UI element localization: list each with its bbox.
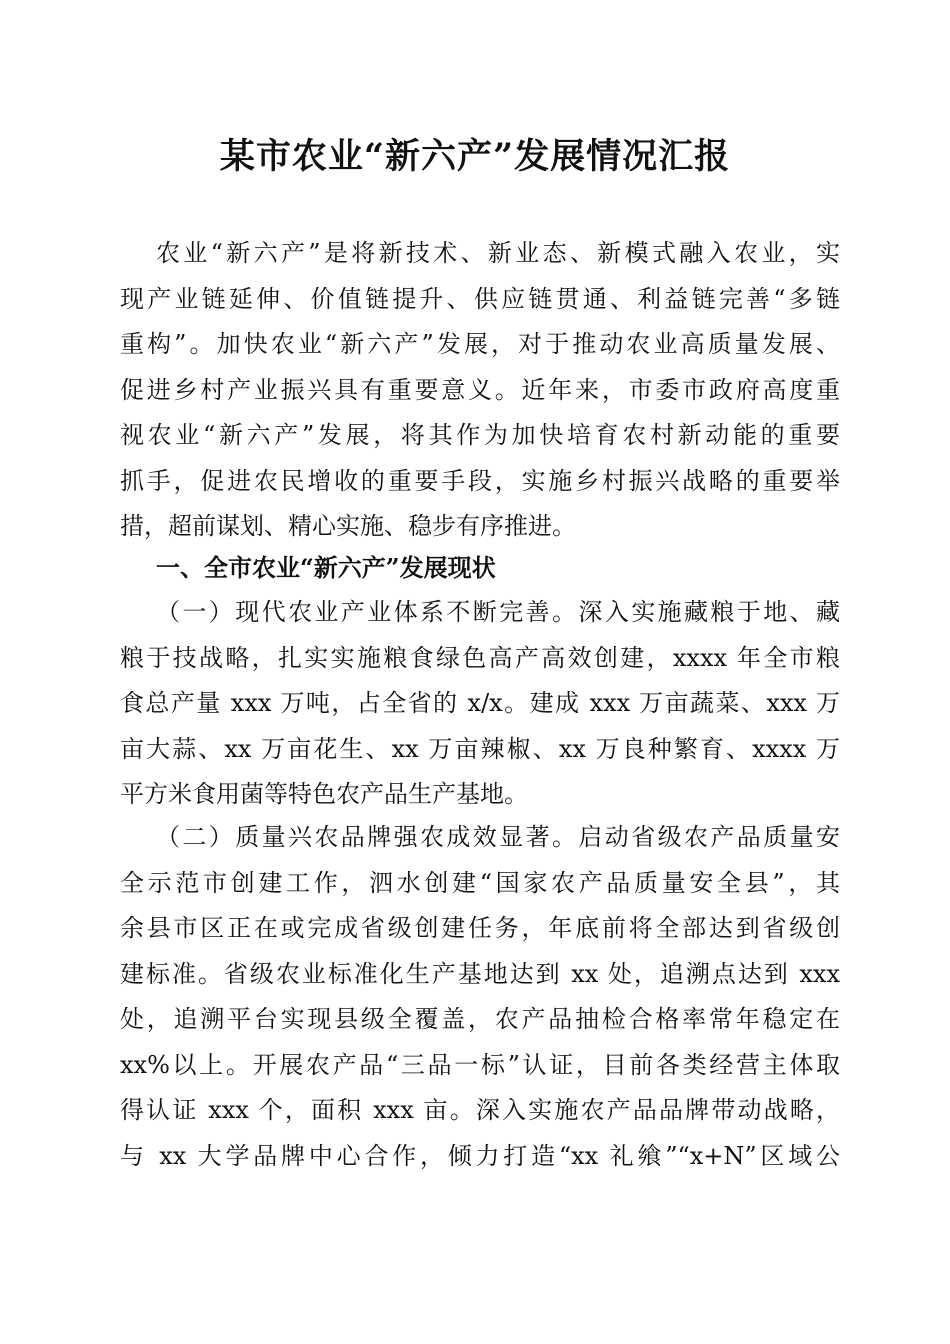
- subsection-paragraph-2: [120, 815, 840, 1179]
- paragraph-line: 食总产量 xxx 万吨，占全省的 x/x。建成 xxx 万亩蔬菜、xxx 万: [120, 689, 840, 717]
- paragraph-line: 全示范市创建工作，泗水创建“国家农产品质量安全县”，其: [120, 868, 840, 897]
- paragraph-line: 平方米食用菌等特色农产品生产基地。: [120, 780, 528, 808]
- paragraph-line: （二）质量兴农品牌强农成效显著。启动省级农产品质量安: [156, 823, 840, 851]
- intro-paragraph: [120, 231, 840, 550]
- paragraph-line: 亩大蒜、xx 万亩花生、xx 万亩辣椒、xx 万良种繁育、xxxx 万: [120, 734, 840, 763]
- section-heading: [120, 545, 840, 591]
- paragraph-line: （一）现代农业产业体系不断完善。深入实施藏粮于地、藏: [156, 598, 840, 626]
- paragraph-line: 与 xx 大学品牌中心合作，倾力打造“xx 礼飨”“x+N”区域公: [120, 1141, 840, 1170]
- paragraph-line: xx%以上。开展农产品“三品一标”认证，目前各类经营主体取: [120, 1050, 840, 1079]
- paragraph-line: 措，超前谋划、精心实施、稳步有序推进。: [120, 512, 576, 540]
- paragraph-line: 得认证 xxx 个，面积 xxx 亩。深入实施农产品品牌带动战略，: [120, 1096, 840, 1124]
- paragraph-line: 视农业“新六产”发展，将其作为加快培育农村新动能的重要: [120, 421, 840, 449]
- paragraph-line: 农业“新六产”是将新技术、新业态、新模式融入农业，实: [156, 239, 840, 267]
- paragraph-line: 重构”。加快农业“新六产”发展，对于推动农业高质量发展、: [120, 330, 840, 358]
- paragraph-line: 现产业链延伸、价值链提升、供应链贯通、利益链完善“多链: [120, 284, 840, 313]
- paragraph-line: 促进乡村产业振兴具有重要意义。近年来，市委市政府高度重: [120, 375, 840, 404]
- paragraph-line: 余县市区正在或完成省级创建任务，年底前将全部达到省级创: [120, 914, 840, 942]
- paragraph-line: 处，追溯平台实现县级全覆盖，农产品抽检合格率常年稳定在: [120, 1005, 840, 1033]
- subsection-paragraph-1: [120, 590, 840, 818]
- section-heading-text: 一、全市农业“新六产”发展现状: [156, 553, 496, 582]
- document-title: 某市农业“新六产”发展情况汇报: [219, 136, 731, 177]
- paragraph-line: 抓手，促进农民增收的重要手段，实施乡村振兴战略的重要举: [120, 466, 840, 495]
- paragraph-line: 建标准。省级农业标准化生产基地达到 xx 处，追溯点达到 xxx: [120, 959, 840, 988]
- paragraph-line: 粮于技战略，扎实实施粮食绿色高产高效创建，xxxx 年全市粮: [120, 643, 840, 672]
